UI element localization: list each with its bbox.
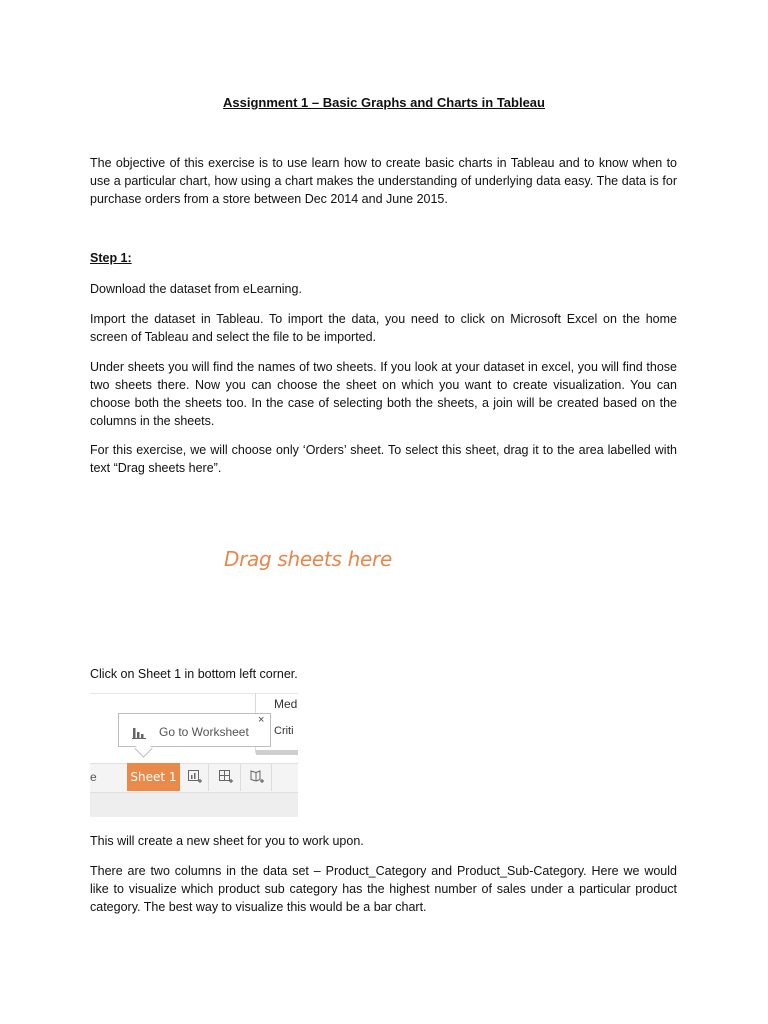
- bar-chart-icon: [132, 725, 146, 739]
- download-paragraph: Download the dataset from eLearning.: [90, 282, 302, 296]
- status-strip: [90, 792, 298, 817]
- data-source-tab-fragment[interactable]: e: [90, 770, 97, 784]
- tableau-screenshot: [90, 693, 298, 817]
- scrollbar[interactable]: [256, 750, 298, 755]
- tab-separator: [271, 763, 272, 791]
- intro-paragraph: The objective of this exercise is to use learn how to create basic charts in Tableau and to know when to use a particular chart, how using a chart makes the understanding of underlying data easy. The data is for purchase orders from a store between Dec 2014 and June 2015.: [90, 156, 677, 206]
- tab-separator: [240, 763, 241, 791]
- go-to-worksheet-label: Go to Worksheet: [159, 725, 249, 739]
- new-sheet-paragraph: This will create a new sheet for you to work upon.: [90, 834, 364, 848]
- header-line: [90, 693, 298, 694]
- new-dashboard-icon[interactable]: [218, 769, 234, 785]
- drag-sheets-label: Drag sheets here: [224, 547, 392, 571]
- sheet-1-tab[interactable]: Sheet 1: [127, 763, 180, 791]
- click-sheet-paragraph: Click on Sheet 1 in bottom left corner.: [90, 667, 298, 681]
- page-title: Assignment 1 – Basic Graphs and Charts in Tableau: [223, 95, 545, 110]
- new-worksheet-icon[interactable]: [187, 769, 203, 785]
- column-label-med: Med: [274, 697, 298, 711]
- columns-paragraph: There are two columns in the data set – Product_Category and Product_Sub-Category. Here we would like to visualize which product sub category has the highest number of sales under a particular product category. The best way to visualize this would be a bar chart.: [90, 864, 677, 914]
- column-label-crit: Criti: [274, 725, 294, 737]
- new-story-icon[interactable]: [249, 769, 265, 785]
- close-icon[interactable]: ×: [258, 714, 265, 726]
- orders-paragraph: For this exercise, we will choose only ‘Orders’ sheet. To select this sheet, drag it to the area labelled with text “Drag sheets here”.: [90, 443, 677, 475]
- import-paragraph: Import the dataset in Tableau. To import the data, you need to click on Microsoft Excel on the home screen of Tableau and select the file to be imported.: [90, 312, 677, 344]
- step1-heading: Step 1:: [90, 251, 132, 265]
- tab-separator: [208, 763, 209, 791]
- sheets-paragraph: Under sheets you will find the names of two sheets. If you look at your dataset in excel, you will find those two sheets there. Now you can choose the sheet on which you want to create visualization. You can choose both the sheets too. In the case of selecting both the sheets, a join will be created based on the columns in the sheets.: [90, 360, 677, 428]
